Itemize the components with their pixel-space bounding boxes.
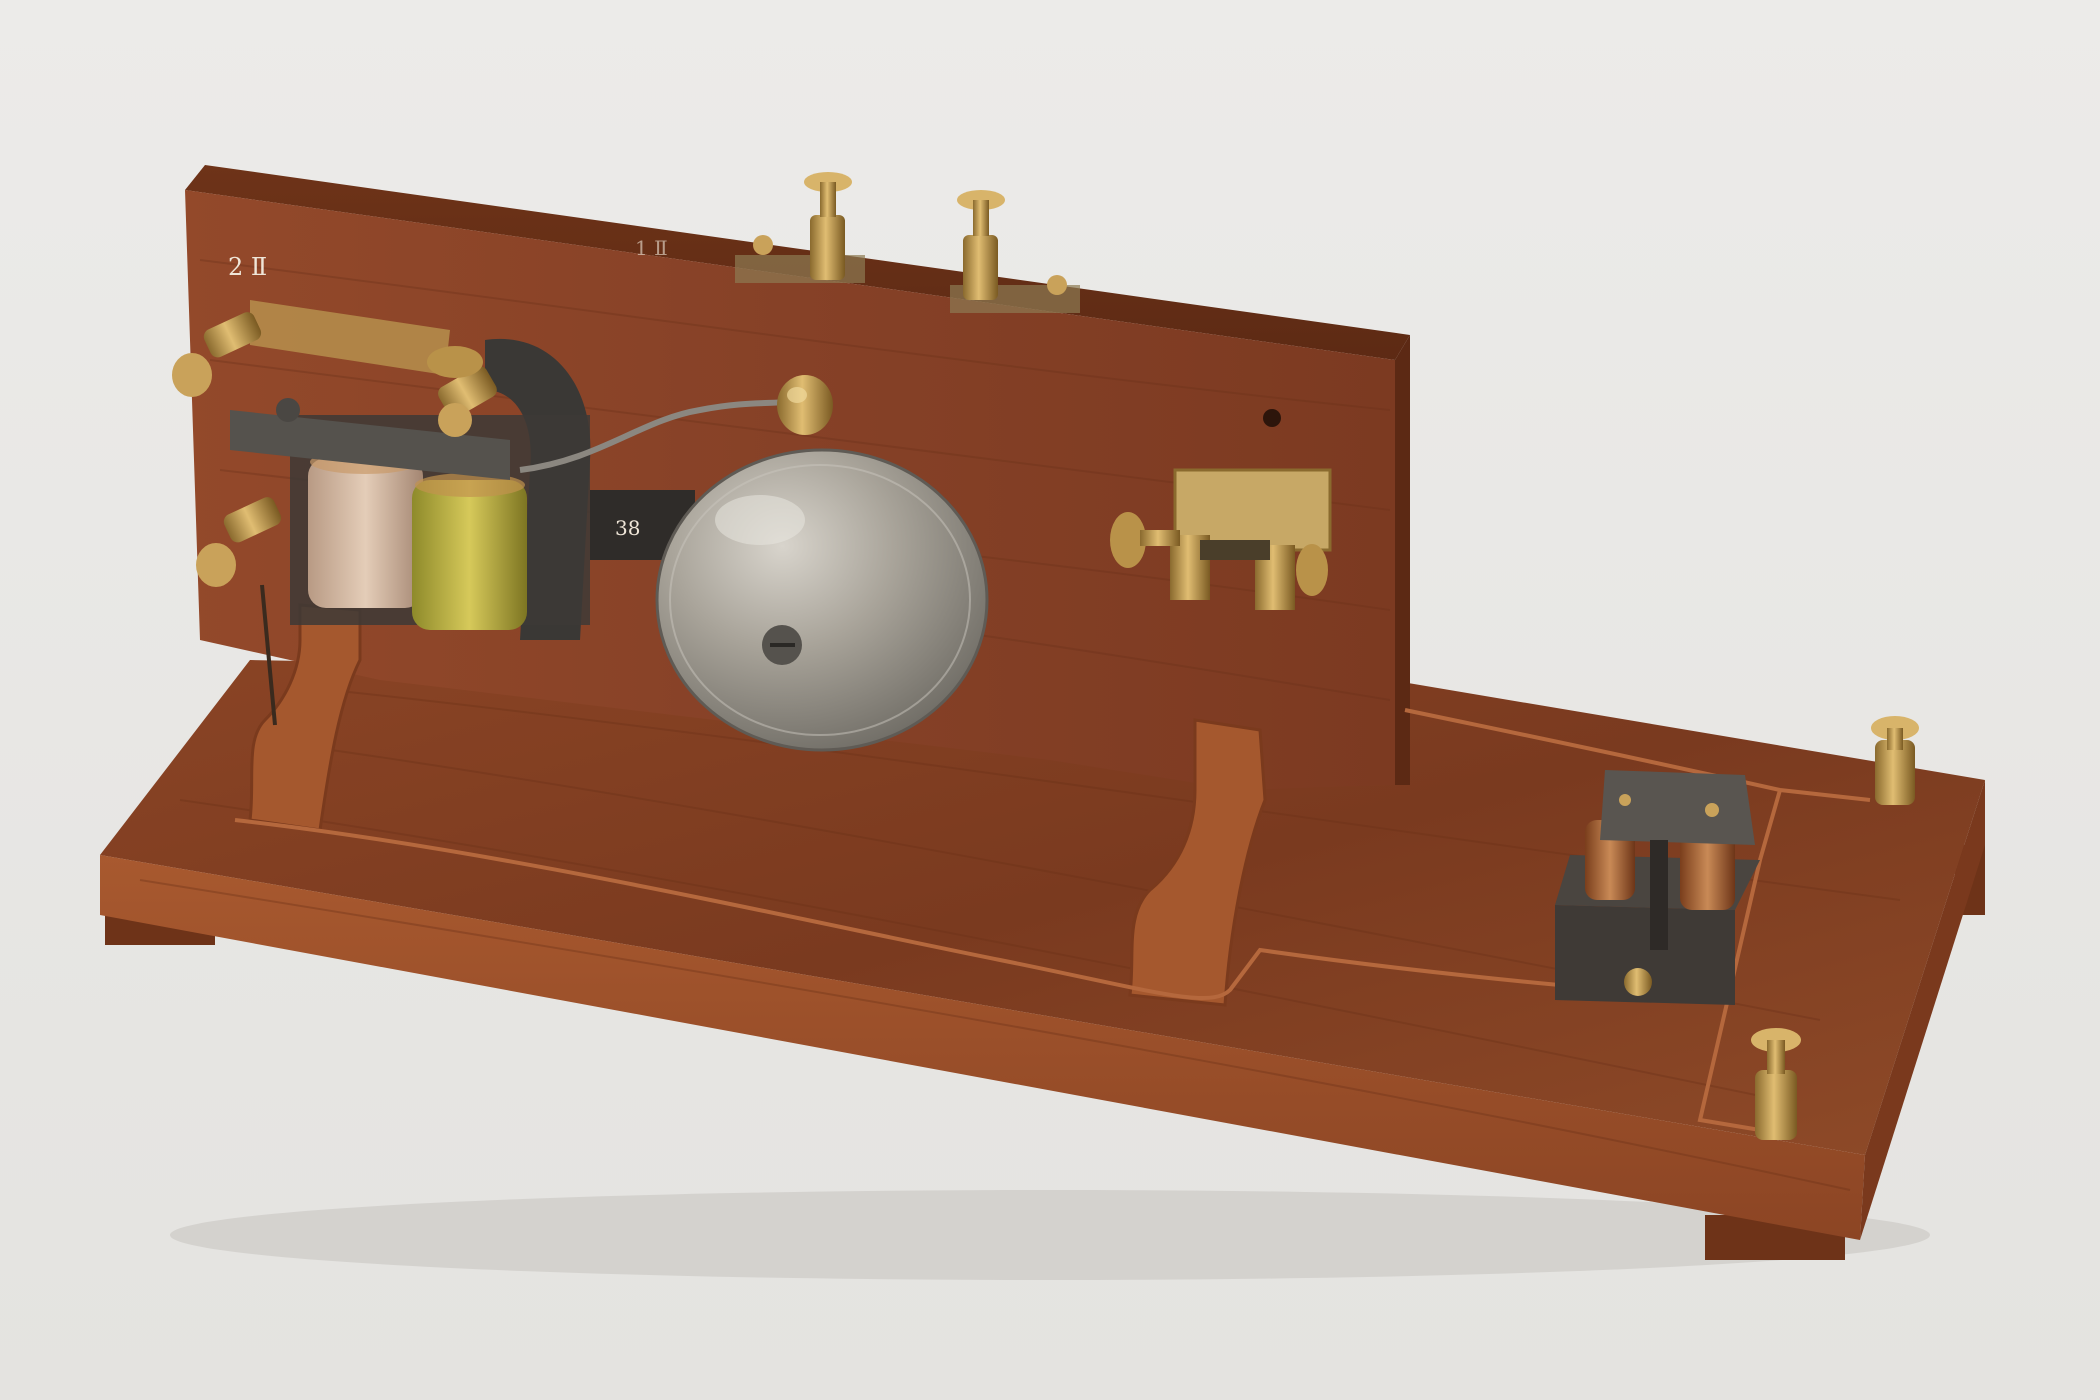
coil-left (308, 458, 423, 608)
relay-screw (1705, 803, 1719, 817)
plate-mark: 38 (615, 516, 641, 540)
relay-screw (1619, 794, 1631, 806)
panel-mark-left: 2 Ⅱ (228, 253, 268, 281)
nickel-bell (657, 450, 987, 750)
panel-hole (1263, 409, 1281, 427)
relay-top-plate (1600, 770, 1755, 845)
binding-post-top-1 (804, 172, 852, 280)
relay-armature (1650, 840, 1668, 950)
binding-post-base-right-front (1751, 1028, 1801, 1140)
back-panel-right-edge (1395, 335, 1410, 785)
binding-post-base-right-back (1871, 716, 1919, 805)
binding-post-top-2 (957, 190, 1005, 300)
panel-mark-center: 1 Ⅱ (635, 236, 668, 260)
coil-right (412, 480, 527, 630)
hammer-ball (777, 375, 833, 435)
relay-terminal (1624, 968, 1652, 996)
